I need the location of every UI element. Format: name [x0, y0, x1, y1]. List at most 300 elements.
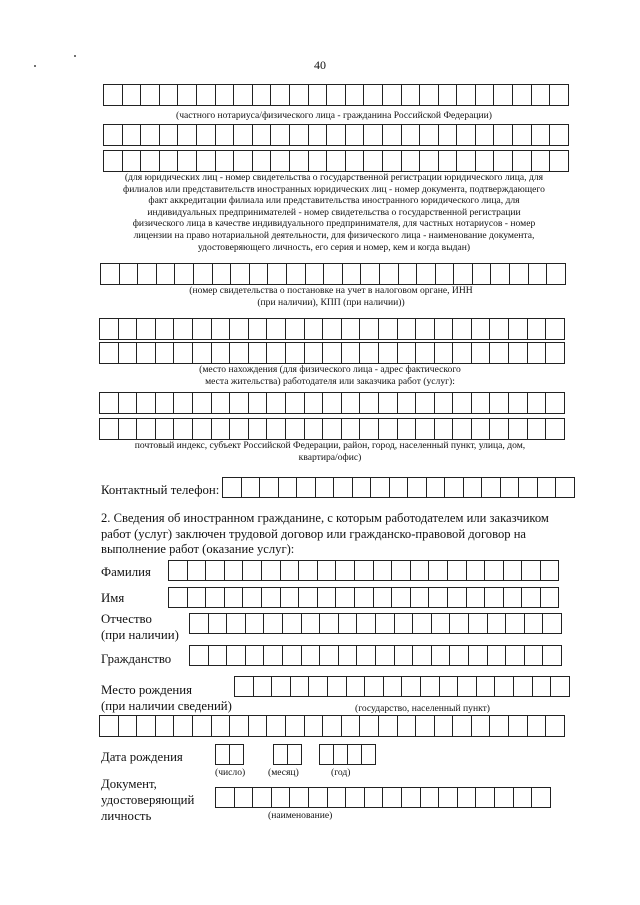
- input-cell[interactable]: [471, 715, 491, 737]
- input-cell[interactable]: [289, 84, 309, 106]
- postal-cells-row-2[interactable]: [99, 418, 564, 440]
- input-cell[interactable]: [317, 560, 337, 581]
- input-cell[interactable]: [489, 392, 509, 414]
- input-cell[interactable]: [345, 787, 365, 808]
- input-cell[interactable]: [345, 150, 365, 172]
- input-cell[interactable]: [229, 392, 249, 414]
- input-cell[interactable]: [319, 645, 339, 666]
- input-cell[interactable]: [304, 342, 324, 364]
- input-cell[interactable]: [401, 124, 421, 146]
- input-cell[interactable]: [99, 342, 119, 364]
- input-cell[interactable]: [397, 392, 417, 414]
- input-cell[interactable]: [226, 613, 246, 634]
- input-cell[interactable]: [379, 263, 399, 285]
- input-cell[interactable]: [542, 645, 562, 666]
- input-cell[interactable]: [471, 418, 491, 440]
- input-cell[interactable]: [233, 84, 253, 106]
- input-cell[interactable]: [545, 318, 565, 340]
- input-cell[interactable]: [475, 84, 495, 106]
- input-cell[interactable]: [475, 124, 495, 146]
- input-cell[interactable]: [290, 676, 310, 697]
- input-cell[interactable]: [452, 418, 472, 440]
- input-cell[interactable]: [447, 587, 467, 608]
- input-cell[interactable]: [103, 84, 123, 106]
- input-cell[interactable]: [370, 477, 390, 498]
- input-cell[interactable]: [252, 124, 272, 146]
- input-cell[interactable]: [528, 263, 548, 285]
- birth-month-cells[interactable]: [273, 744, 301, 765]
- location-cells-row-1[interactable]: [99, 318, 564, 340]
- birthplace-cells-row-2[interactable]: [99, 715, 564, 737]
- input-cell[interactable]: [322, 318, 342, 340]
- input-cell[interactable]: [531, 787, 551, 808]
- input-cell[interactable]: [341, 715, 361, 737]
- input-cell[interactable]: [426, 477, 446, 498]
- input-cell[interactable]: [527, 418, 547, 440]
- input-cell[interactable]: [527, 342, 547, 364]
- input-cell[interactable]: [308, 676, 328, 697]
- input-cell[interactable]: [155, 418, 175, 440]
- input-cell[interactable]: [518, 477, 538, 498]
- input-cell[interactable]: [542, 613, 562, 634]
- input-cell[interactable]: [242, 587, 262, 608]
- input-cell[interactable]: [493, 150, 513, 172]
- input-cell[interactable]: [439, 676, 459, 697]
- input-cell[interactable]: [549, 124, 569, 146]
- input-cell[interactable]: [401, 150, 421, 172]
- input-cell[interactable]: [524, 645, 544, 666]
- input-cell[interactable]: [391, 560, 411, 581]
- input-cell[interactable]: [341, 342, 361, 364]
- input-cell[interactable]: [487, 645, 507, 666]
- input-cell[interactable]: [545, 392, 565, 414]
- input-cell[interactable]: [248, 318, 268, 340]
- input-cell[interactable]: [373, 560, 393, 581]
- input-cell[interactable]: [489, 342, 509, 364]
- input-cell[interactable]: [245, 613, 265, 634]
- input-cell[interactable]: [192, 318, 212, 340]
- input-cell[interactable]: [401, 84, 421, 106]
- input-cell[interactable]: [319, 613, 339, 634]
- input-cell[interactable]: [211, 418, 231, 440]
- input-cell[interactable]: [449, 613, 469, 634]
- input-cell[interactable]: [438, 124, 458, 146]
- tax-number-cells[interactable]: [100, 263, 565, 285]
- input-cell[interactable]: [394, 645, 414, 666]
- input-cell[interactable]: [192, 342, 212, 364]
- input-cell[interactable]: [472, 263, 492, 285]
- input-cell[interactable]: [136, 342, 156, 364]
- input-cell[interactable]: [333, 477, 353, 498]
- input-cell[interactable]: [301, 645, 321, 666]
- input-cell[interactable]: [189, 613, 209, 634]
- input-cell[interactable]: [463, 477, 483, 498]
- postal-cells-row-1[interactable]: [99, 392, 564, 414]
- input-cell[interactable]: [447, 560, 467, 581]
- input-cell[interactable]: [100, 263, 120, 285]
- input-cell[interactable]: [253, 676, 273, 697]
- input-cell[interactable]: [434, 392, 454, 414]
- input-cell[interactable]: [317, 587, 337, 608]
- input-cell[interactable]: [173, 342, 193, 364]
- input-cell[interactable]: [212, 263, 232, 285]
- input-cell[interactable]: [531, 84, 551, 106]
- input-cell[interactable]: [382, 84, 402, 106]
- input-cell[interactable]: [493, 84, 513, 106]
- input-cell[interactable]: [466, 560, 486, 581]
- input-cell[interactable]: [187, 560, 207, 581]
- input-cell[interactable]: [280, 587, 300, 608]
- input-cell[interactable]: [118, 418, 138, 440]
- input-cell[interactable]: [261, 560, 281, 581]
- input-cell[interactable]: [261, 587, 281, 608]
- input-cell[interactable]: [356, 645, 376, 666]
- input-cell[interactable]: [338, 613, 358, 634]
- input-cell[interactable]: [428, 560, 448, 581]
- input-cell[interactable]: [187, 587, 207, 608]
- input-cell[interactable]: [173, 715, 193, 737]
- input-cell[interactable]: [298, 587, 318, 608]
- input-cell[interactable]: [364, 676, 384, 697]
- input-cell[interactable]: [308, 84, 328, 106]
- input-cell[interactable]: [476, 676, 496, 697]
- input-cell[interactable]: [266, 392, 286, 414]
- input-cell[interactable]: [481, 477, 501, 498]
- input-cell[interactable]: [122, 124, 142, 146]
- input-cell[interactable]: [354, 560, 374, 581]
- input-cell[interactable]: [266, 418, 286, 440]
- input-cell[interactable]: [508, 418, 528, 440]
- input-cell[interactable]: [301, 613, 321, 634]
- input-cell[interactable]: [103, 124, 123, 146]
- input-cell[interactable]: [270, 124, 290, 146]
- input-cell[interactable]: [118, 318, 138, 340]
- input-cell[interactable]: [419, 124, 439, 146]
- input-cell[interactable]: [359, 342, 379, 364]
- input-cell[interactable]: [103, 150, 123, 172]
- input-cell[interactable]: [452, 318, 472, 340]
- input-cell[interactable]: [333, 744, 348, 765]
- input-cell[interactable]: [505, 613, 525, 634]
- input-cell[interactable]: [248, 392, 268, 414]
- input-cell[interactable]: [137, 263, 157, 285]
- input-cell[interactable]: [140, 150, 160, 172]
- input-cell[interactable]: [545, 342, 565, 364]
- input-cell[interactable]: [489, 318, 509, 340]
- input-cell[interactable]: [266, 318, 286, 340]
- input-cell[interactable]: [122, 150, 142, 172]
- input-cell[interactable]: [527, 715, 547, 737]
- input-cell[interactable]: [361, 744, 376, 765]
- input-cell[interactable]: [420, 676, 440, 697]
- input-cell[interactable]: [136, 418, 156, 440]
- input-cell[interactable]: [527, 392, 547, 414]
- input-cell[interactable]: [444, 477, 464, 498]
- input-cell[interactable]: [549, 84, 569, 106]
- input-cell[interactable]: [468, 613, 488, 634]
- input-cell[interactable]: [285, 342, 305, 364]
- input-cell[interactable]: [215, 744, 230, 765]
- input-cell[interactable]: [389, 477, 409, 498]
- input-cell[interactable]: [215, 84, 235, 106]
- input-cell[interactable]: [378, 318, 398, 340]
- input-cell[interactable]: [263, 645, 283, 666]
- input-cell[interactable]: [555, 477, 575, 498]
- input-cell[interactable]: [378, 392, 398, 414]
- input-cell[interactable]: [270, 150, 290, 172]
- input-cell[interactable]: [419, 150, 439, 172]
- registration-cells-row-1[interactable]: [103, 124, 568, 146]
- input-cell[interactable]: [545, 418, 565, 440]
- input-cell[interactable]: [266, 715, 286, 737]
- birthplace-cells-row-1[interactable]: [234, 676, 569, 697]
- input-cell[interactable]: [452, 342, 472, 364]
- input-cell[interactable]: [99, 318, 119, 340]
- input-cell[interactable]: [229, 744, 244, 765]
- input-cell[interactable]: [322, 342, 342, 364]
- input-cell[interactable]: [322, 392, 342, 414]
- input-cell[interactable]: [326, 84, 346, 106]
- input-cell[interactable]: [508, 318, 528, 340]
- input-cell[interactable]: [457, 676, 477, 697]
- input-cell[interactable]: [341, 418, 361, 440]
- surname-cells[interactable]: [168, 560, 558, 581]
- input-cell[interactable]: [287, 744, 302, 765]
- input-cell[interactable]: [242, 560, 262, 581]
- input-cell[interactable]: [503, 560, 523, 581]
- input-cell[interactable]: [341, 318, 361, 340]
- input-cell[interactable]: [285, 715, 305, 737]
- input-cell[interactable]: [267, 263, 287, 285]
- input-cell[interactable]: [508, 392, 528, 414]
- input-cell[interactable]: [233, 124, 253, 146]
- input-cell[interactable]: [345, 124, 365, 146]
- input-cell[interactable]: [471, 318, 491, 340]
- input-cell[interactable]: [168, 560, 188, 581]
- input-cell[interactable]: [249, 263, 269, 285]
- input-cell[interactable]: [322, 418, 342, 440]
- input-cell[interactable]: [378, 342, 398, 364]
- input-cell[interactable]: [211, 318, 231, 340]
- input-cell[interactable]: [229, 342, 249, 364]
- input-cell[interactable]: [140, 84, 160, 106]
- birth-day-cells[interactable]: [215, 744, 243, 765]
- citizenship-cells[interactable]: [189, 645, 561, 666]
- input-cell[interactable]: [159, 150, 179, 172]
- input-cell[interactable]: [503, 587, 523, 608]
- input-cell[interactable]: [234, 676, 254, 697]
- input-cell[interactable]: [375, 645, 395, 666]
- input-cell[interactable]: [505, 645, 525, 666]
- input-cell[interactable]: [434, 715, 454, 737]
- input-cell[interactable]: [234, 787, 254, 808]
- input-cell[interactable]: [136, 392, 156, 414]
- input-cell[interactable]: [282, 645, 302, 666]
- input-cell[interactable]: [531, 124, 551, 146]
- input-cell[interactable]: [415, 715, 435, 737]
- input-cell[interactable]: [266, 342, 286, 364]
- input-cell[interactable]: [512, 124, 532, 146]
- input-cell[interactable]: [391, 587, 411, 608]
- input-cell[interactable]: [285, 418, 305, 440]
- input-cell[interactable]: [431, 645, 451, 666]
- input-cell[interactable]: [521, 560, 541, 581]
- input-cell[interactable]: [338, 645, 358, 666]
- input-cell[interactable]: [215, 787, 235, 808]
- name-cells[interactable]: [168, 587, 558, 608]
- input-cell[interactable]: [248, 342, 268, 364]
- input-cell[interactable]: [248, 715, 268, 737]
- input-cell[interactable]: [156, 263, 176, 285]
- input-cell[interactable]: [540, 587, 560, 608]
- input-cell[interactable]: [363, 124, 383, 146]
- input-cell[interactable]: [378, 418, 398, 440]
- input-cell[interactable]: [286, 263, 306, 285]
- input-cell[interactable]: [382, 787, 402, 808]
- input-cell[interactable]: [215, 124, 235, 146]
- input-cell[interactable]: [397, 342, 417, 364]
- input-cell[interactable]: [398, 263, 418, 285]
- input-cell[interactable]: [252, 84, 272, 106]
- input-cell[interactable]: [252, 150, 272, 172]
- input-cell[interactable]: [382, 150, 402, 172]
- input-cell[interactable]: [490, 263, 510, 285]
- input-cell[interactable]: [412, 645, 432, 666]
- input-cell[interactable]: [177, 124, 197, 146]
- input-cell[interactable]: [119, 263, 139, 285]
- input-cell[interactable]: [335, 587, 355, 608]
- input-cell[interactable]: [308, 124, 328, 146]
- input-cell[interactable]: [177, 150, 197, 172]
- input-cell[interactable]: [360, 263, 380, 285]
- input-cell[interactable]: [494, 676, 514, 697]
- input-cell[interactable]: [159, 84, 179, 106]
- input-cell[interactable]: [537, 477, 557, 498]
- input-cell[interactable]: [420, 787, 440, 808]
- input-cell[interactable]: [487, 613, 507, 634]
- input-cell[interactable]: [359, 392, 379, 414]
- input-cell[interactable]: [508, 342, 528, 364]
- input-cell[interactable]: [289, 150, 309, 172]
- input-cell[interactable]: [412, 613, 432, 634]
- input-cell[interactable]: [304, 392, 324, 414]
- input-cell[interactable]: [493, 124, 513, 146]
- input-cell[interactable]: [453, 263, 473, 285]
- input-cell[interactable]: [136, 715, 156, 737]
- input-cell[interactable]: [471, 392, 491, 414]
- input-cell[interactable]: [489, 418, 509, 440]
- input-cell[interactable]: [410, 587, 430, 608]
- input-cell[interactable]: [230, 263, 250, 285]
- input-cell[interactable]: [397, 715, 417, 737]
- input-cell[interactable]: [118, 342, 138, 364]
- input-cell[interactable]: [248, 418, 268, 440]
- input-cell[interactable]: [512, 150, 532, 172]
- input-cell[interactable]: [173, 392, 193, 414]
- input-cell[interactable]: [208, 645, 228, 666]
- input-cell[interactable]: [289, 124, 309, 146]
- input-cell[interactable]: [449, 645, 469, 666]
- input-cell[interactable]: [415, 318, 435, 340]
- input-cell[interactable]: [285, 318, 305, 340]
- input-cell[interactable]: [540, 560, 560, 581]
- input-cell[interactable]: [378, 715, 398, 737]
- input-cell[interactable]: [327, 787, 347, 808]
- input-cell[interactable]: [383, 676, 403, 697]
- input-cell[interactable]: [136, 318, 156, 340]
- input-cell[interactable]: [521, 587, 541, 608]
- input-cell[interactable]: [438, 150, 458, 172]
- input-cell[interactable]: [319, 744, 334, 765]
- input-cell[interactable]: [500, 477, 520, 498]
- input-cell[interactable]: [215, 150, 235, 172]
- input-cell[interactable]: [513, 787, 533, 808]
- input-cell[interactable]: [549, 150, 569, 172]
- input-cell[interactable]: [304, 318, 324, 340]
- input-cell[interactable]: [345, 84, 365, 106]
- contact-phone-cells[interactable]: [222, 477, 574, 498]
- input-cell[interactable]: [196, 150, 216, 172]
- input-cell[interactable]: [410, 560, 430, 581]
- input-cell[interactable]: [177, 84, 197, 106]
- input-cell[interactable]: [271, 787, 291, 808]
- input-cell[interactable]: [475, 150, 495, 172]
- input-cell[interactable]: [118, 392, 138, 414]
- input-cell[interactable]: [308, 150, 328, 172]
- input-cell[interactable]: [364, 787, 384, 808]
- input-cell[interactable]: [323, 263, 343, 285]
- input-cell[interactable]: [382, 124, 402, 146]
- input-cell[interactable]: [416, 263, 436, 285]
- input-cell[interactable]: [229, 418, 249, 440]
- input-cell[interactable]: [208, 613, 228, 634]
- input-cell[interactable]: [282, 613, 302, 634]
- notary-name-cells[interactable]: [103, 84, 568, 106]
- registration-cells-row-2[interactable]: [103, 150, 568, 172]
- input-cell[interactable]: [99, 715, 119, 737]
- input-cell[interactable]: [359, 715, 379, 737]
- input-cell[interactable]: [233, 150, 253, 172]
- input-cell[interactable]: [280, 560, 300, 581]
- input-cell[interactable]: [428, 587, 448, 608]
- input-cell[interactable]: [512, 84, 532, 106]
- input-cell[interactable]: [273, 744, 288, 765]
- input-cell[interactable]: [270, 84, 290, 106]
- input-cell[interactable]: [271, 676, 291, 697]
- input-cell[interactable]: [211, 715, 231, 737]
- input-cell[interactable]: [229, 715, 249, 737]
- input-cell[interactable]: [224, 560, 244, 581]
- patronymic-cells[interactable]: [189, 613, 561, 634]
- input-cell[interactable]: [155, 342, 175, 364]
- input-cell[interactable]: [513, 676, 533, 697]
- input-cell[interactable]: [205, 560, 225, 581]
- input-cell[interactable]: [475, 787, 495, 808]
- input-cell[interactable]: [484, 587, 504, 608]
- input-cell[interactable]: [468, 645, 488, 666]
- input-cell[interactable]: [401, 676, 421, 697]
- input-cell[interactable]: [99, 392, 119, 414]
- input-cell[interactable]: [354, 587, 374, 608]
- input-cell[interactable]: [438, 84, 458, 106]
- input-cell[interactable]: [546, 263, 566, 285]
- input-cell[interactable]: [192, 715, 212, 737]
- input-cell[interactable]: [438, 787, 458, 808]
- input-cell[interactable]: [508, 715, 528, 737]
- input-cell[interactable]: [489, 715, 509, 737]
- input-cell[interactable]: [263, 613, 283, 634]
- input-cell[interactable]: [252, 787, 272, 808]
